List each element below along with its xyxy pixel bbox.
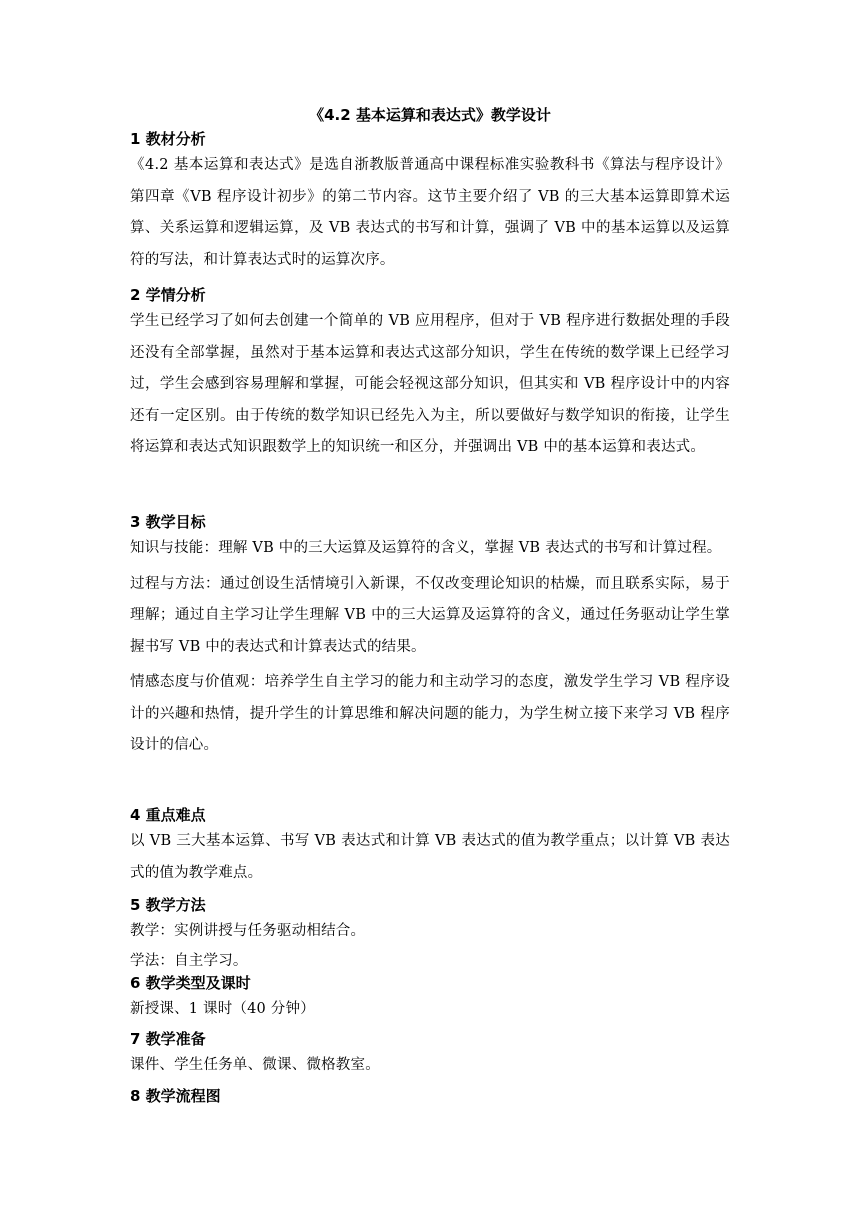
- section-heading: 8 教学流程图: [130, 1087, 221, 1105]
- paragraph: 知识与技能：理解 VB 中的三大运算及运算符的含义，掌握 VB 表达式的书写和计算过程。: [130, 540, 722, 556]
- section-lesson-type: [130, 972, 730, 1026]
- paragraph: 新授课、1 课时（40 分钟）: [130, 1001, 315, 1017]
- section-heading: 5 教学方法: [130, 896, 206, 914]
- section-heading: 2 学情分析: [130, 286, 206, 304]
- section-heading: 4 重点难点: [130, 806, 206, 824]
- paragraph: 情感态度与价值观：培养学生自主学习的能力和主动学习的态度，激发学生学习 VB 程序设计的兴趣和热情，提升学生的计算思维和解决问题的能力，为学生树立接下来学习 VB 程序设计的信心。: [130, 674, 730, 753]
- section-preparation: [130, 1028, 730, 1082]
- section-teaching-objectives: [130, 511, 730, 762]
- section-heading: 7 教学准备: [130, 1030, 206, 1048]
- paragraph: 以 VB 三大基本运算、书写 VB 表达式和计算 VB 表达式的值为教学重点；以计算 VB 表达式的值为教学难点。: [130, 833, 730, 881]
- section-flowchart: [130, 1085, 730, 1107]
- paragraph: 过程与方法：通过创设生活情境引入新课，不仅改变理论知识的枯燥，而且联系实际，易于理解；通过自主学习让学生理解 VB 中的三大运算及运算符的含义，通过任务驱动让学生掌握书写 VB 中的表达式和计算表达式的结果。: [130, 575, 730, 655]
- document-title: 《4.2 基本运算和表达式》教学设计: [309, 106, 551, 124]
- section-heading: 3 教学目标: [130, 513, 206, 531]
- paragraph: 学生已经学习了如何去创建一个简单的 VB 应用程序，但对于 VB 程序进行数据处理的手段还没有全部掌握，虽然对于基本运算和表达式这部分知识，学生在传统的数学课上已经学习过，学生会感到容易理解和掌握，可能会轻视这部分知识，但其实和 VB 程序设计中的内容还有一定区别。由于传统的数学知识已经先入为主，所以要做好与数学知识的衔接，让学生将运算和表达式知识跟数学上的知识统一和区分，并强调出 VB 中的基本运算和表达式。: [130, 313, 730, 455]
- paragraph: 教学：实例讲授与任务驱动相结合。: [130, 923, 366, 939]
- section-student-analysis: [130, 284, 730, 464]
- paragraph: 《4.2 基本运算和表达式》是选自浙教版普通高中课程标准实验教科书《算法与程序设计》第四章《VB 程序设计初步》的第二节内容。这节主要介绍了 VB 的三大基本运算即算术运算、关系运算和逻辑运算，及 VB 表达式的书写和计算，强调了 VB 中的基本运算以及运算符的写法，和计算表达式时的运算次序。: [130, 157, 730, 268]
- paragraph: 课件、学生任务单、微课、微格教室。: [130, 1057, 380, 1073]
- section-teaching-methods: [130, 894, 730, 974]
- paragraph: 学法：自主学习。: [130, 952, 248, 969]
- section-heading: 1 教材分析: [130, 130, 206, 148]
- section-key-points: [130, 804, 730, 889]
- section-heading: 6 教学类型及课时: [130, 974, 251, 992]
- section-textbook-analysis: [130, 128, 730, 276]
